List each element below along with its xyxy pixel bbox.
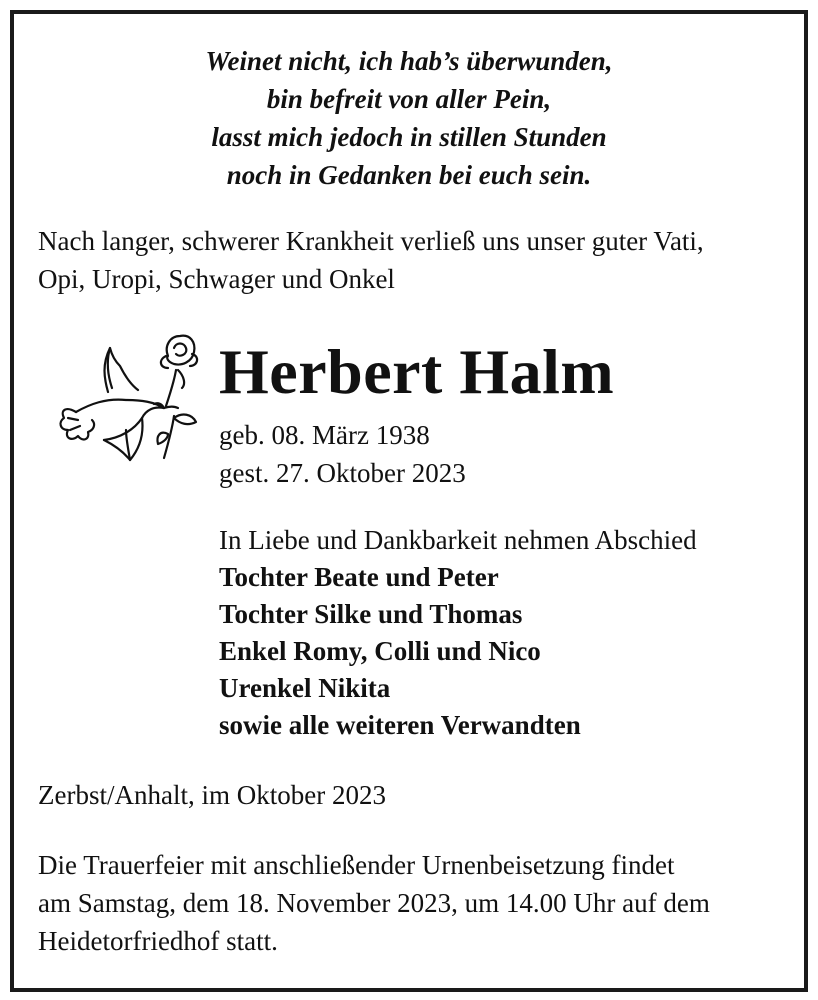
poem-line: lasst mich jedoch in stillen Stunden xyxy=(211,122,607,152)
funeral-line: Die Trauerfeier mit anschließender Urnenbeisetzung findet xyxy=(38,850,675,880)
deceased-name: Herbert Halm xyxy=(219,336,615,407)
mourners-intro: In Liebe und Dankbarkeit nehmen Abschied xyxy=(219,525,697,555)
poem-line: bin befreit von aller Pein, xyxy=(266,84,552,114)
funeral-notice xyxy=(38,846,784,960)
mourner-entry: Tochter Beate und Peter xyxy=(219,562,499,592)
dove-with-rose-icon xyxy=(46,326,206,471)
place-date: Zerbst/Anhalt, im Oktober 2023 xyxy=(38,780,386,810)
mourner-entry: Enkel Romy, Colli und Nico xyxy=(219,636,541,666)
mourners-block xyxy=(219,522,697,744)
mourner-entry: Tochter Silke und Thomas xyxy=(219,599,523,629)
mourner-entry: sowie alle weiteren Verwandten xyxy=(219,710,581,740)
funeral-line: am Samstag, dem 18. November 2023, um 14.00 Uhr auf dem xyxy=(38,888,710,918)
intro-line: Opi, Uropi, Schwager und Onkel xyxy=(38,264,395,294)
life-dates xyxy=(219,416,466,492)
funeral-line: Heidetorfriedhof statt. xyxy=(38,926,278,956)
mourner-entry: Urenkel Nikita xyxy=(219,673,391,703)
intro-line: Nach langer, schwerer Krankheit verließ uns unser guter Vati, xyxy=(38,226,704,256)
death-date: gest. 27. Oktober 2023 xyxy=(219,458,466,488)
poem xyxy=(14,42,804,194)
obituary-frame xyxy=(10,10,808,992)
poem-line: Weinet nicht, ich hab’s überwunden, xyxy=(205,46,613,76)
intro-text xyxy=(38,222,798,298)
birth-date: geb. 08. März 1938 xyxy=(219,420,430,450)
poem-line: noch in Gedanken bei euch sein. xyxy=(226,160,592,190)
